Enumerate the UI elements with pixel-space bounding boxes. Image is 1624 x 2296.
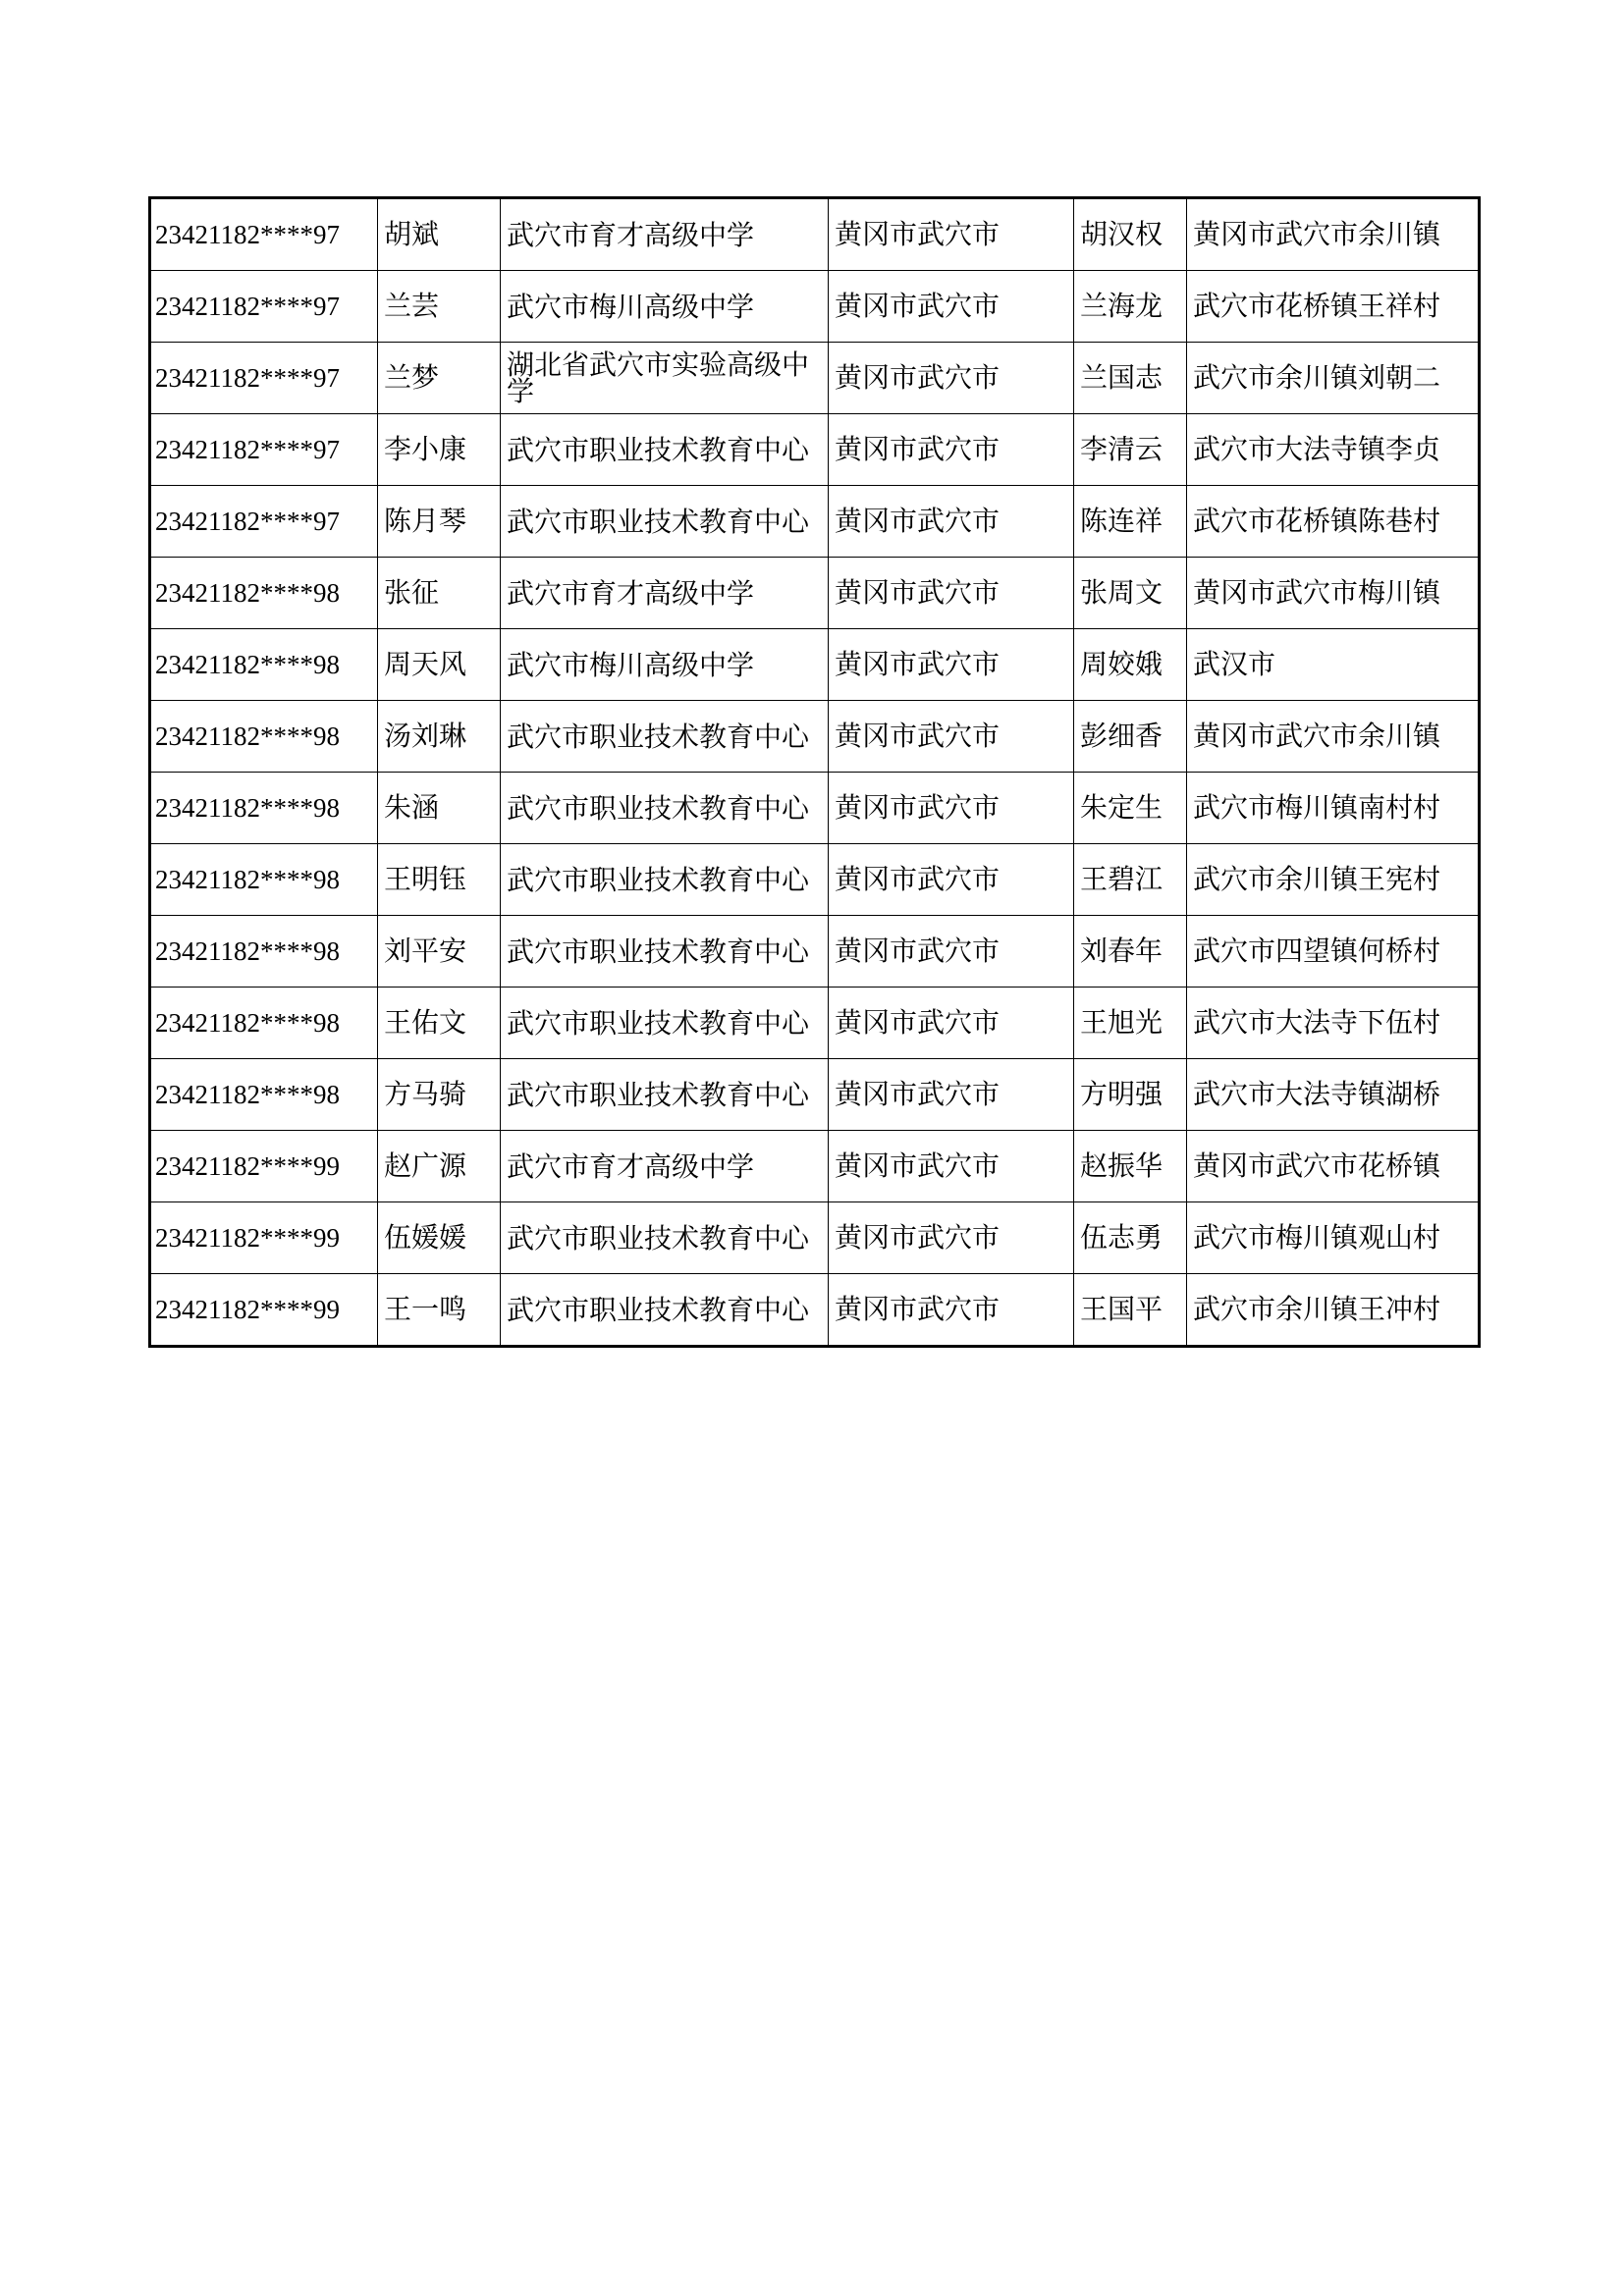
city-cell: 黄冈市武穴市: [829, 198, 1074, 271]
student-name-cell: 陈月琴: [378, 486, 501, 558]
table-row: [150, 271, 1480, 343]
city-cell: 黄冈市武穴市: [829, 1274, 1074, 1347]
guardian-name-cell: 王旭光: [1074, 988, 1187, 1059]
city-cell: 黄冈市武穴市: [829, 343, 1074, 414]
school-cell: 武穴市职业技术教育中心: [501, 1274, 829, 1347]
city-cell: 黄冈市武穴市: [829, 629, 1074, 701]
table-row: [150, 486, 1480, 558]
student-id-cell: 23421182****97: [150, 271, 378, 343]
address-cell: 武穴市大法寺镇湖桥: [1187, 1059, 1480, 1131]
student-roster-table: [148, 196, 1481, 1348]
student-id-cell: 23421182****98: [150, 916, 378, 988]
address-cell: 武穴市大法寺镇李贞: [1187, 414, 1480, 486]
guardian-name-cell: 伍志勇: [1074, 1202, 1187, 1274]
address-cell: 武穴市梅川镇观山村: [1187, 1202, 1480, 1274]
address-cell: 武穴市大法寺下伍村: [1187, 988, 1480, 1059]
city-cell: 黄冈市武穴市: [829, 558, 1074, 629]
address-cell: 黄冈市武穴市梅川镇: [1187, 558, 1480, 629]
student-id-cell: 23421182****99: [150, 1274, 378, 1347]
table-row: [150, 1059, 1480, 1131]
city-cell: 黄冈市武穴市: [829, 1131, 1074, 1202]
address-cell: 武穴市花桥镇陈巷村: [1187, 486, 1480, 558]
roster-table-body: [150, 198, 1480, 1347]
student-name-cell: 朱涵: [378, 773, 501, 844]
student-id-cell: 23421182****98: [150, 773, 378, 844]
student-id-cell: 23421182****97: [150, 198, 378, 271]
student-name-cell: 兰芸: [378, 271, 501, 343]
student-id-cell: 23421182****98: [150, 558, 378, 629]
table-row: [150, 1274, 1480, 1347]
city-cell: 黄冈市武穴市: [829, 486, 1074, 558]
student-id-cell: 23421182****98: [150, 988, 378, 1059]
guardian-name-cell: 彭细香: [1074, 701, 1187, 773]
table-row: [150, 916, 1480, 988]
table-row: [150, 844, 1480, 916]
student-name-cell: 方马骑: [378, 1059, 501, 1131]
student-name-cell: 赵广源: [378, 1131, 501, 1202]
guardian-name-cell: 兰国志: [1074, 343, 1187, 414]
school-cell: 武穴市职业技术教育中心: [501, 988, 829, 1059]
city-cell: 黄冈市武穴市: [829, 414, 1074, 486]
table-row: [150, 1202, 1480, 1274]
student-id-cell: 23421182****97: [150, 486, 378, 558]
city-cell: 黄冈市武穴市: [829, 988, 1074, 1059]
table-row: [150, 198, 1480, 271]
city-cell: 黄冈市武穴市: [829, 1059, 1074, 1131]
address-cell: 黄冈市武穴市余川镇: [1187, 701, 1480, 773]
school-cell: 湖北省武穴市实验高级中学: [501, 343, 829, 414]
student-id-cell: 23421182****98: [150, 1059, 378, 1131]
table-row: [150, 629, 1480, 701]
school-cell: 武穴市职业技术教育中心: [501, 1202, 829, 1274]
address-cell: 武穴市余川镇王宪村: [1187, 844, 1480, 916]
city-cell: 黄冈市武穴市: [829, 773, 1074, 844]
address-cell: 武穴市余川镇刘朝二: [1187, 343, 1480, 414]
city-cell: 黄冈市武穴市: [829, 1202, 1074, 1274]
guardian-name-cell: 王碧江: [1074, 844, 1187, 916]
guardian-name-cell: 兰海龙: [1074, 271, 1187, 343]
guardian-name-cell: 周姣娥: [1074, 629, 1187, 701]
table-row: [150, 988, 1480, 1059]
student-name-cell: 汤刘琳: [378, 701, 501, 773]
city-cell: 黄冈市武穴市: [829, 701, 1074, 773]
guardian-name-cell: 朱定生: [1074, 773, 1187, 844]
guardian-name-cell: 陈连祥: [1074, 486, 1187, 558]
student-name-cell: 胡斌: [378, 198, 501, 271]
school-cell: 武穴市育才高级中学: [501, 1131, 829, 1202]
student-name-cell: 兰梦: [378, 343, 501, 414]
student-id-cell: 23421182****98: [150, 629, 378, 701]
student-id-cell: 23421182****99: [150, 1202, 378, 1274]
school-cell: 武穴市育才高级中学: [501, 198, 829, 271]
table-row: [150, 701, 1480, 773]
guardian-name-cell: 李清云: [1074, 414, 1187, 486]
school-cell: 武穴市职业技术教育中心: [501, 916, 829, 988]
guardian-name-cell: 方明强: [1074, 1059, 1187, 1131]
address-cell: 武汉市: [1187, 629, 1480, 701]
school-cell: 武穴市职业技术教育中心: [501, 844, 829, 916]
student-name-cell: 周天风: [378, 629, 501, 701]
school-cell: 武穴市梅川高级中学: [501, 629, 829, 701]
school-cell: 武穴市职业技术教育中心: [501, 773, 829, 844]
student-name-cell: 王佑文: [378, 988, 501, 1059]
student-name-cell: 伍媛媛: [378, 1202, 501, 1274]
address-cell: 黄冈市武穴市花桥镇: [1187, 1131, 1480, 1202]
school-cell: 武穴市育才高级中学: [501, 558, 829, 629]
student-id-cell: 23421182****98: [150, 844, 378, 916]
school-cell: 武穴市职业技术教育中心: [501, 486, 829, 558]
city-cell: 黄冈市武穴市: [829, 844, 1074, 916]
student-name-cell: 王明钰: [378, 844, 501, 916]
school-cell: 武穴市职业技术教育中心: [501, 701, 829, 773]
student-id-cell: 23421182****97: [150, 414, 378, 486]
student-id-cell: 23421182****98: [150, 701, 378, 773]
table-row: [150, 1131, 1480, 1202]
guardian-name-cell: 刘春年: [1074, 916, 1187, 988]
address-cell: 武穴市梅川镇南村村: [1187, 773, 1480, 844]
address-cell: 武穴市四望镇何桥村: [1187, 916, 1480, 988]
student-id-cell: 23421182****97: [150, 343, 378, 414]
student-name-cell: 张征: [378, 558, 501, 629]
address-cell: 武穴市余川镇王冲村: [1187, 1274, 1480, 1347]
city-cell: 黄冈市武穴市: [829, 271, 1074, 343]
school-cell: 武穴市职业技术教育中心: [501, 1059, 829, 1131]
school-cell: 武穴市职业技术教育中心: [501, 414, 829, 486]
guardian-name-cell: 赵振华: [1074, 1131, 1187, 1202]
address-cell: 黄冈市武穴市余川镇: [1187, 198, 1480, 271]
guardian-name-cell: 胡汉权: [1074, 198, 1187, 271]
student-name-cell: 李小康: [378, 414, 501, 486]
guardian-name-cell: 王国平: [1074, 1274, 1187, 1347]
table-row: [150, 773, 1480, 844]
guardian-name-cell: 张周文: [1074, 558, 1187, 629]
student-id-cell: 23421182****99: [150, 1131, 378, 1202]
school-cell: 武穴市梅川高级中学: [501, 271, 829, 343]
city-cell: 黄冈市武穴市: [829, 916, 1074, 988]
table-row: [150, 414, 1480, 486]
student-name-cell: 王一鸣: [378, 1274, 501, 1347]
table-row: [150, 558, 1480, 629]
table-row: [150, 343, 1480, 414]
student-name-cell: 刘平安: [378, 916, 501, 988]
address-cell: 武穴市花桥镇王祥村: [1187, 271, 1480, 343]
